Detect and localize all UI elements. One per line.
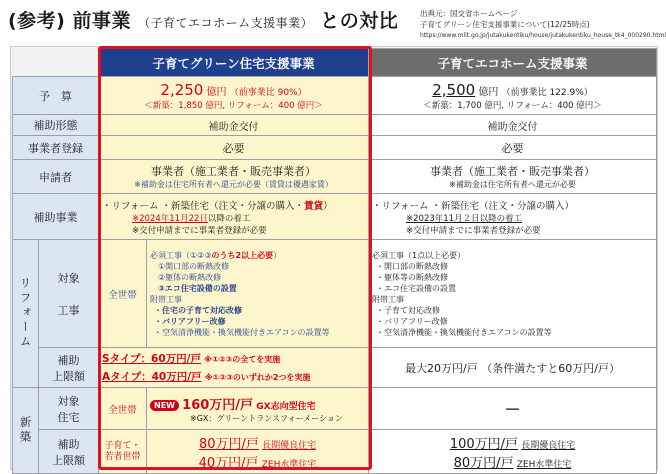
newbuild-eco-long-label: 長期優良住宅 <box>521 440 576 451</box>
reform-green-s-type: Sタイプ：60万円/戸 <box>102 353 201 365</box>
budget-eco-unit: 億円 <box>478 86 499 98</box>
newbuild-green-zeh-label: ZEH水準住宅 <box>261 459 317 470</box>
reform-green-item-2: ②躯体の断熱改修 <box>158 272 222 282</box>
registration-eco: 必要 <box>369 136 657 160</box>
projects-green-main: ・リフォーム ・新築住宅（注文・分譲の購入・ <box>102 200 305 212</box>
form-green: 補助金交付 <box>99 115 369 136</box>
projects-eco <box>369 194 657 240</box>
projects-green-date-tail: 以降の着工 <box>207 213 251 224</box>
row-label-reform-limit <box>39 348 99 388</box>
reform-eco-optional-1: ・子育て対応改修 <box>376 305 441 315</box>
reform-green-required-red: のうち2以上必要 <box>211 250 274 260</box>
newbuild-limit-label-2: 上限額 <box>52 453 85 467</box>
budget-green-ratio: （前事業比 90%） <box>229 87 307 98</box>
reform-eco-optional-2: ・バリアフリー改修 <box>376 316 448 326</box>
row-reform-work <box>13 240 657 348</box>
row-label-newbuild-target <box>39 388 99 430</box>
reform-eco-required-title: 必須工事（1点以上必要） <box>372 250 466 260</box>
reform-green-optional-2: ・バリアフリー改修 <box>154 316 226 326</box>
page-title <box>8 6 398 33</box>
title-sub: （子育てエコホーム支援事業） <box>138 16 314 30</box>
source-note <box>420 8 666 41</box>
header-empty <box>13 49 99 77</box>
newbuild-green-gx <box>147 388 369 430</box>
reform-green-optional-1: ・住宅の子育て対応改修 <box>154 305 242 315</box>
applicant-green-note: ※補助金は住宅所有者へ還元が必要（賃貸は優遇家賃） <box>134 180 333 189</box>
row-label-reform-target <box>39 240 99 348</box>
budget-green-amount: 2,250 <box>160 80 204 99</box>
projects-green-note: ※交付申請までに事業者登録が必要 <box>132 225 267 236</box>
title-main: (参考) 前事業 <box>8 10 131 32</box>
newbuild-green-zeh-amount: 40万円/戸 <box>198 455 259 471</box>
newbuild-eco-limit <box>369 430 657 474</box>
newbuild-green-family: 子育て・若者世帯 <box>99 430 147 474</box>
row-newbuild-limit <box>13 430 657 474</box>
newbuild-target-label-1: 対象 <box>57 394 80 408</box>
source-line-1: 出典元：国交省ホームページ <box>420 9 518 18</box>
applicant-eco <box>369 160 657 194</box>
applicant-green-main: 事業者（施工業者・販売事業者） <box>151 165 316 178</box>
row-registration <box>13 136 657 160</box>
applicant-eco-note: ※補助金は住宅所有者へ還元が必要 <box>449 180 576 189</box>
projects-green <box>99 194 369 240</box>
reform-eco-item-1: ・開口部の断熱改修 <box>376 261 449 271</box>
reform-eco-item-3: ・エコ住宅設備の設置 <box>376 283 457 293</box>
reform-green-required-title: 必須工事（①②③ <box>150 250 212 260</box>
newbuild-eco-zeh-amount: 80万円/戸 <box>453 455 514 471</box>
reform-green-optional-title: 附帯工事 <box>150 294 182 304</box>
newbuild-target-label-2: 住宅 <box>57 410 80 424</box>
newbuild-green-limit <box>147 430 369 474</box>
budget-eco-detail: ＜新築：1,700 億円, リフォーム：400 億円＞ <box>423 100 602 111</box>
group-label-newbuild: 新築 <box>13 388 39 474</box>
row-form <box>13 115 657 136</box>
reform-green-item-3: ③エコ住宅設備の設置 <box>158 283 237 293</box>
budget-green <box>99 77 369 115</box>
row-applicant <box>13 160 657 194</box>
newbuild-green-gx-label: GX志向型住宅 <box>256 401 316 412</box>
title-tail: との対比 <box>320 10 399 32</box>
reform-target-label: 対象 <box>57 271 80 285</box>
newbuild-green-gx-amount: 160万円/戸 <box>182 397 254 413</box>
budget-green-unit: 億円 <box>206 86 227 98</box>
row-newbuild-target <box>13 388 657 430</box>
comparison-table <box>12 48 657 474</box>
reform-green-a-note: ※①②③のいずれか2つを実施 <box>204 373 311 382</box>
applicant-green <box>99 160 369 194</box>
row-label-registration: 事業者登録 <box>13 136 99 160</box>
column-header-eco: 子育てエコホーム支援事業 <box>369 49 657 77</box>
projects-eco-main: ・リフォーム ・新築住宅（注文・分譲の購入） <box>372 200 575 212</box>
reform-limit-label-2: 上限額 <box>52 369 85 383</box>
projects-green-date: ※2024年11月22日 <box>132 213 208 224</box>
registration-green: 必要 <box>99 136 369 160</box>
row-budget <box>13 77 657 115</box>
newbuild-limit-label-1: 補助 <box>57 437 80 451</box>
projects-green-rental: 賃貸 <box>304 200 324 212</box>
reform-green-optional-3: ・空気清浄機能・換気機能付きエアコンの設置等 <box>154 327 330 337</box>
reform-eco-works <box>369 240 657 348</box>
projects-eco-date: ※2023年11月２日以降の着工 <box>406 213 523 224</box>
projects-green-main-end: ） <box>323 200 333 212</box>
newbuild-green-long-amount: 80万円/戸 <box>198 436 259 452</box>
newbuild-eco-zeh-label: ZEH水準住宅 <box>516 459 572 470</box>
newbuild-green-household: 全世帯 <box>99 388 147 430</box>
reform-eco-optional-3: ・空気清浄機能・換気機能付きエアコンの設置等 <box>376 327 552 337</box>
row-reform-limit <box>13 348 657 388</box>
column-header-green: 子育てグリーン住宅支援事業 <box>99 49 369 77</box>
budget-eco <box>369 77 657 115</box>
budget-eco-ratio: （前事業比 122.9%） <box>501 87 593 98</box>
reform-green-required-end: ） <box>273 250 282 260</box>
reform-green-a-type: Aタイプ：40万円/戸 <box>102 371 202 383</box>
row-label-newbuild-limit <box>39 430 99 474</box>
row-label-form: 補助形態 <box>13 115 99 136</box>
source-url: https://www.mlit.go.jp/jutakukentiku/house/jutakukentiku_house_tk4_000290.html <box>420 32 666 39</box>
newbuild-green-gx-note: ※GX：グリーントランスフォーメーション <box>190 413 343 423</box>
group-label-reform: リフォーム <box>13 240 39 388</box>
reform-eco-limit: 最大20万円/戸 （条件満たすと60万円/戸） <box>369 348 657 388</box>
row-label-applicant: 申請者 <box>13 160 99 194</box>
newbuild-green-long-label: 長期優良住宅 <box>262 440 317 451</box>
projects-eco-note: ※交付申請までに事業者登録が必要 <box>406 225 541 236</box>
row-projects <box>13 194 657 240</box>
new-badge: NEW <box>150 400 179 411</box>
reform-green-limit <box>99 348 369 388</box>
reform-limit-label-1: 補助 <box>57 353 80 367</box>
reform-green-item-1: ①開口部の断熱改修 <box>158 261 230 271</box>
reform-eco-optional-title: 附帯工事 <box>372 294 405 304</box>
budget-green-detail: ＜新築：1,850 億円, リフォーム：400 億円＞ <box>144 100 323 111</box>
reform-green-s-note: ※①②③の全てを実施 <box>204 355 281 364</box>
newbuild-eco-target: － <box>369 388 657 430</box>
reform-green-works <box>147 240 369 348</box>
form-eco: 補助金交付 <box>369 115 657 136</box>
budget-eco-amount: 2,500 <box>432 80 476 99</box>
table-header-row <box>13 49 657 77</box>
row-label-budget: 予 算 <box>13 77 99 115</box>
row-label-projects: 補助事業 <box>13 194 99 240</box>
source-line-2: 子育てグリーン住宅支援事業について(12/25時点) <box>420 20 590 29</box>
reform-green-household: 全世帯 <box>99 240 147 348</box>
newbuild-eco-long-amount: 100万円/戸 <box>449 436 519 452</box>
reform-work-label: 工事 <box>57 303 80 317</box>
applicant-eco-main: 事業者（施工業者・販売事業者） <box>430 165 596 178</box>
reform-eco-item-2: ・躯体等の断熱改修 <box>376 272 449 282</box>
